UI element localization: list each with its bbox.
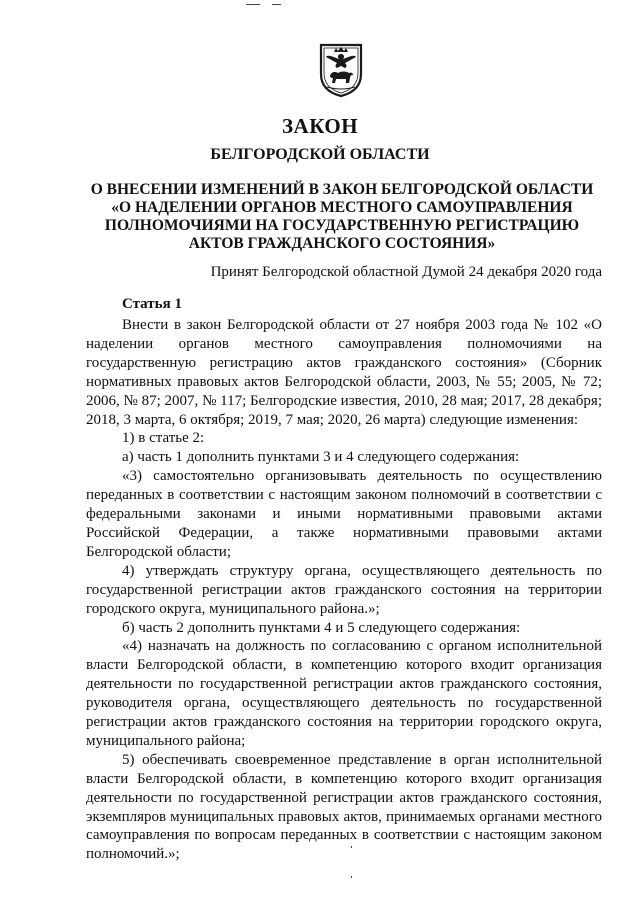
article-paragraph: б) часть 2 дополнить пунктами 4 и 5 следующего содержания: bbox=[122, 619, 521, 636]
article-paragraph: «4) назначать на должность по согласованию с органом исполнительной власти Белгородской области, в компетенцию которого входит организация деятельности по государственной регистрации актов гражданского состояния, руководителя органа, осуществляющего деятельность по государственной регистрации актов гражданского состояния на территории городского округа, муниципального района; bbox=[86, 638, 602, 749]
article-paragraph: 1) в статье 2: bbox=[122, 430, 205, 447]
scan-speck bbox=[351, 846, 352, 848]
scan-speck bbox=[351, 876, 352, 878]
article-paragraph: 4) утверждать структуру органа, осуществляющего деятельность по государственной регистрации актов гражданского состояния на территории городского округа, муниципального района.»; bbox=[86, 562, 602, 617]
article-paragraph: «3) самостоятельно организовывать деятельность по осуществлению переданных в соответствии с настоящим законом полномочий в соответствии с федеральными законами и иными нормативными правовыми актами Российской Федерации, а также нормативными правовыми актами Белгородской области; bbox=[86, 468, 602, 560]
article-paragraph: 5) обеспечивать своевременное представление в орган исполнительной власти Белгородской области, в компетенцию которого входит организация деятельности по государственной регистрации актов гражданского состояния, экземпляров муниципальных правовых актов, принимаемых органами местного самоуправления по вопросам переданных в соответствии с настоящим законом полномочий.»; bbox=[86, 751, 602, 863]
scan-mark bbox=[246, 4, 260, 5]
article-paragraph: а) часть 1 дополнить пунктами 3 и 4 следующего содержания: bbox=[122, 449, 520, 466]
article-heading: Статья 1 bbox=[122, 296, 182, 312]
scan-mark bbox=[272, 4, 281, 5]
article-body bbox=[86, 316, 602, 864]
law-subject-line: «О НАДЕЛЕНИИ ОРГАНОВ МЕСТНОГО САМОУПРАВЛЕНИЯ bbox=[111, 199, 573, 216]
adoption-note: Принят Белгородской областной Думой 24 декабря 2020 года bbox=[210, 264, 602, 280]
article-paragraph: Внести в закон Белгородской области от 27 ноября 2003 года № 102 «О наделении органов местного самоуправления полномочиями на государственную регистрацию актов гражданского состояния» (Сборник нормативных правовых актов Белгородской области, 2003, № 55; 2005, № 72; 2006, № 87; 2007, № 117; Белгородские известия, 2010, 28 мая; 2017, 28 декабря; 2018, 3 марта, 6 октября; 2019, 7 мая; 2020, 26 марта) следующие изменения: bbox=[86, 317, 602, 428]
law-subject bbox=[82, 181, 602, 253]
law-subject-line: ПОЛНОМОЧИЯМИ НА ГОСУДАРСТВЕННУЮ РЕГИСТРАЦИЮ bbox=[104, 217, 580, 234]
law-subject-line: О ВНЕСЕНИИ ИЗМЕНЕНИЙ В ЗАКОН БЕЛГОРОДСКОЙ ОБЛАСТИ bbox=[90, 181, 594, 198]
law-title: ЗАКОН bbox=[281, 114, 359, 138]
law-subject-line: АКТОВ ГРАЖДАНСКОГО СОСТОЯНИЯ» bbox=[188, 235, 496, 252]
region-title: БЕЛГОРОДСКОЙ ОБЛАСТИ bbox=[210, 146, 430, 163]
coat-of-arms-icon bbox=[318, 42, 364, 98]
